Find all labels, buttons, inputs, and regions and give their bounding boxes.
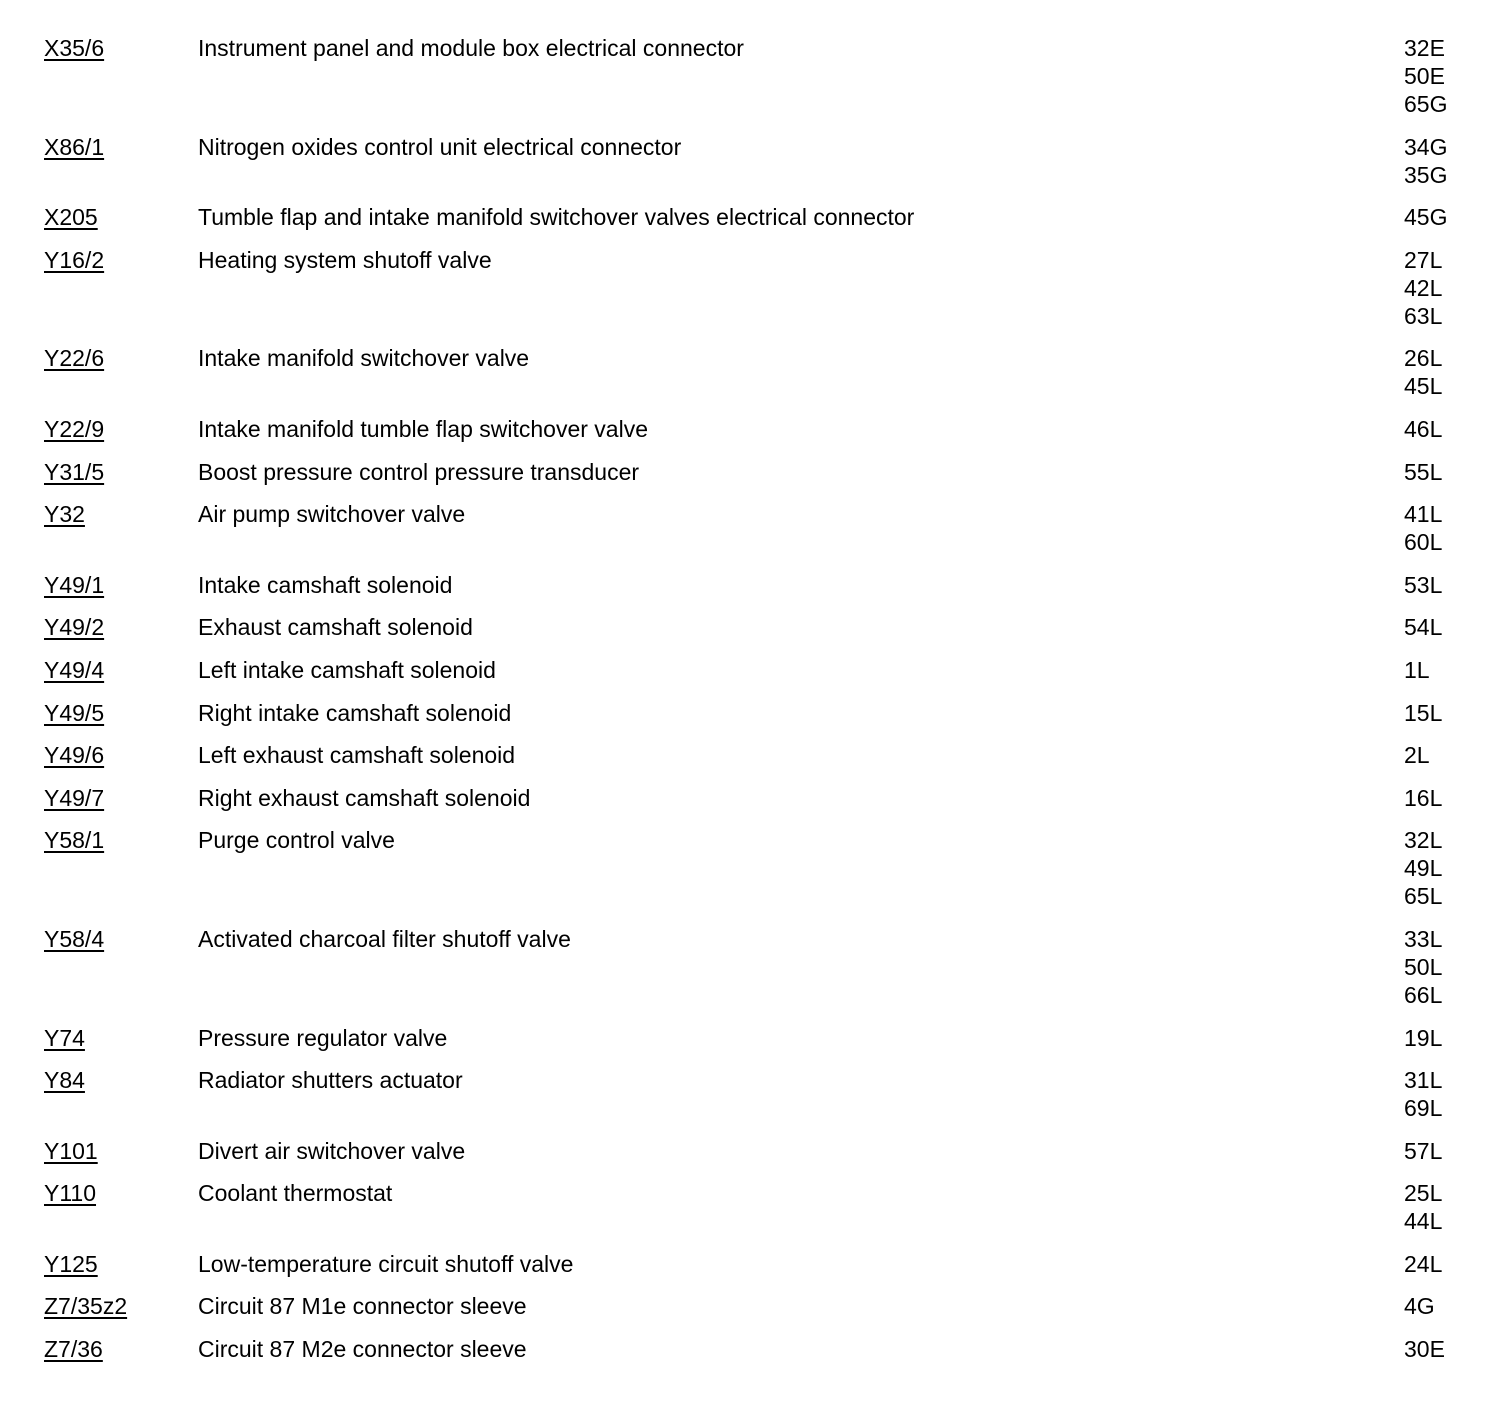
legend-row xyxy=(0,415,1504,443)
grid-references xyxy=(1404,784,1504,812)
grid-reference: 53L xyxy=(1404,571,1443,598)
legend-row xyxy=(0,1250,1504,1278)
component-code-link[interactable]: Y58/1 xyxy=(44,827,105,854)
grid-references xyxy=(1404,415,1504,443)
legend-row xyxy=(0,344,1504,400)
grid-reference: 24L xyxy=(1404,1250,1443,1277)
component-legend xyxy=(0,34,1504,1378)
grid-references xyxy=(1404,246,1504,330)
component-code-link[interactable]: Y49/2 xyxy=(44,614,105,641)
grid-reference: 66L xyxy=(1404,981,1443,1008)
component-code-link[interactable]: Y32 xyxy=(44,501,85,528)
grid-reference: 32E xyxy=(1404,35,1445,61)
grid-reference: 32L xyxy=(1404,827,1443,854)
legend-row xyxy=(0,571,1504,599)
grid-references xyxy=(1404,656,1504,684)
component-description: Intake manifold switchover valve xyxy=(198,345,530,372)
grid-reference: 54L xyxy=(1404,614,1443,641)
component-description: Boost pressure control pressure transducer xyxy=(198,458,640,485)
component-code-link[interactable]: Y74 xyxy=(44,1024,85,1051)
grid-references xyxy=(1404,1024,1504,1052)
legend-row xyxy=(0,203,1504,231)
grid-reference: 41L xyxy=(1404,501,1443,528)
grid-reference: 26L xyxy=(1404,345,1443,372)
component-description: Intake camshaft solenoid xyxy=(198,571,453,598)
grid-reference: 45G xyxy=(1404,204,1448,231)
component-code-link[interactable]: Z7/36 xyxy=(44,1336,103,1363)
grid-reference: 4G xyxy=(1404,1293,1435,1320)
grid-reference: 25L xyxy=(1404,1180,1443,1207)
component-code-link[interactable]: Y49/7 xyxy=(44,784,105,811)
component-description: Left intake camshaft solenoid xyxy=(198,656,496,683)
grid-reference: 46L xyxy=(1404,415,1443,442)
grid-references xyxy=(1404,1335,1504,1363)
component-code-link[interactable]: Y125 xyxy=(44,1250,98,1277)
component-description: Circuit 87 M2e connector sleeve xyxy=(198,1336,527,1363)
legend-row xyxy=(0,1024,1504,1052)
component-description: Purge control valve xyxy=(198,827,395,854)
legend-row xyxy=(0,1179,1504,1235)
component-description: Exhaust camshaft solenoid xyxy=(198,614,473,641)
grid-reference: 2L xyxy=(1404,742,1430,769)
grid-reference: 45L xyxy=(1404,373,1443,400)
component-code-link[interactable]: X86/1 xyxy=(44,133,105,160)
grid-references xyxy=(1404,133,1504,189)
grid-references xyxy=(1404,344,1504,400)
legend-row xyxy=(0,656,1504,684)
legend-row xyxy=(0,500,1504,556)
component-description: Circuit 87 M1e connector sleeve xyxy=(198,1293,527,1320)
grid-references xyxy=(1404,203,1504,231)
grid-references xyxy=(1404,1250,1504,1278)
component-code-link[interactable]: Y31/5 xyxy=(44,458,105,485)
grid-references xyxy=(1404,1292,1504,1320)
grid-references xyxy=(1404,1066,1504,1122)
grid-reference: 19L xyxy=(1404,1024,1443,1051)
component-code-link[interactable]: Y101 xyxy=(44,1137,98,1164)
component-description: Air pump switchover valve xyxy=(198,501,466,528)
component-description: Right intake camshaft solenoid xyxy=(198,699,512,726)
component-code-link[interactable]: Y22/6 xyxy=(44,345,105,372)
grid-references xyxy=(1404,500,1504,556)
component-code-link[interactable]: Y49/6 xyxy=(44,742,105,769)
legend-row xyxy=(0,1137,1504,1165)
grid-reference: 50L xyxy=(1404,953,1443,980)
legend-row xyxy=(0,826,1504,910)
grid-references xyxy=(1404,925,1504,1009)
component-code-link[interactable]: Y49/4 xyxy=(44,656,105,683)
grid-references xyxy=(1404,458,1504,486)
component-description: Pressure regulator valve xyxy=(198,1024,448,1051)
grid-reference: 27L xyxy=(1404,246,1443,273)
legend-row xyxy=(0,699,1504,727)
grid-references xyxy=(1404,613,1504,641)
grid-reference: 42L xyxy=(1404,274,1443,301)
grid-reference: 34G xyxy=(1404,133,1448,160)
legend-row xyxy=(0,133,1504,189)
grid-reference: 33L xyxy=(1404,925,1443,952)
component-code-link[interactable]: Y49/1 xyxy=(44,571,105,598)
component-description: Heating system shutoff valve xyxy=(198,246,492,273)
grid-references xyxy=(1404,826,1504,910)
component-description: Radiator shutters actuator xyxy=(198,1067,463,1094)
component-description: Nitrogen oxides control unit electrical connector xyxy=(198,133,682,160)
grid-references xyxy=(1404,34,1504,118)
legend-row xyxy=(0,246,1504,330)
legend-row xyxy=(0,458,1504,486)
legend-row xyxy=(0,1066,1504,1122)
component-code-link[interactable]: Y49/5 xyxy=(44,699,105,726)
component-code-link[interactable]: Y22/9 xyxy=(44,415,105,442)
component-description: Instrument panel and module box electrical connector xyxy=(198,35,744,61)
legend-row xyxy=(0,784,1504,812)
component-description: Left exhaust camshaft solenoid xyxy=(198,742,516,769)
grid-references xyxy=(1404,1137,1504,1165)
grid-references xyxy=(1404,699,1504,727)
component-description: Low-temperature circuit shutoff valve xyxy=(198,1250,574,1277)
grid-reference: 55L xyxy=(1404,458,1443,485)
legend-row xyxy=(0,741,1504,769)
grid-reference: 60L xyxy=(1404,529,1443,556)
legend-row xyxy=(0,925,1504,1009)
component-description: Activated charcoal filter shutoff valve xyxy=(198,925,571,952)
component-description: Right exhaust camshaft solenoid xyxy=(198,784,531,811)
grid-references xyxy=(1404,571,1504,599)
grid-reference: 31L xyxy=(1404,1067,1443,1094)
grid-reference: 63L xyxy=(1404,302,1443,329)
component-description: Coolant thermostat xyxy=(198,1180,393,1207)
grid-reference: 50E xyxy=(1404,63,1445,89)
grid-reference: 44L xyxy=(1404,1208,1443,1235)
grid-reference: 69L xyxy=(1404,1095,1443,1122)
grid-reference: 49L xyxy=(1404,855,1443,882)
component-description: Tumble flap and intake manifold switchover valves electrical connector xyxy=(198,204,915,231)
component-code-link[interactable]: X35/6 xyxy=(44,35,105,61)
component-code-link[interactable]: Y84 xyxy=(44,1067,85,1094)
grid-reference: 65L xyxy=(1404,883,1443,910)
grid-reference: 57L xyxy=(1404,1137,1443,1164)
grid-reference: 65G xyxy=(1404,91,1448,117)
component-code-link[interactable]: Y110 xyxy=(44,1180,97,1207)
grid-reference: 16L xyxy=(1404,784,1443,811)
legend-row xyxy=(0,1335,1504,1363)
component-description: Intake manifold tumble flap switchover valve xyxy=(198,415,648,442)
grid-reference: 35G xyxy=(1404,161,1448,188)
grid-references xyxy=(1404,1179,1504,1235)
legend-row xyxy=(0,613,1504,641)
legend-row xyxy=(0,34,1504,118)
component-code-link[interactable]: Z7/35z2 xyxy=(44,1293,128,1320)
grid-references xyxy=(1404,741,1504,769)
component-code-link[interactable]: Y16/2 xyxy=(44,246,105,273)
grid-reference: 1L xyxy=(1404,656,1430,683)
grid-reference: 30E xyxy=(1404,1336,1445,1363)
grid-reference: 15L xyxy=(1404,699,1443,726)
component-code-link[interactable]: X205 xyxy=(44,204,98,231)
component-code-link[interactable]: Y58/4 xyxy=(44,925,105,952)
legend-row xyxy=(0,1292,1504,1320)
component-description: Divert air switchover valve xyxy=(198,1137,466,1164)
